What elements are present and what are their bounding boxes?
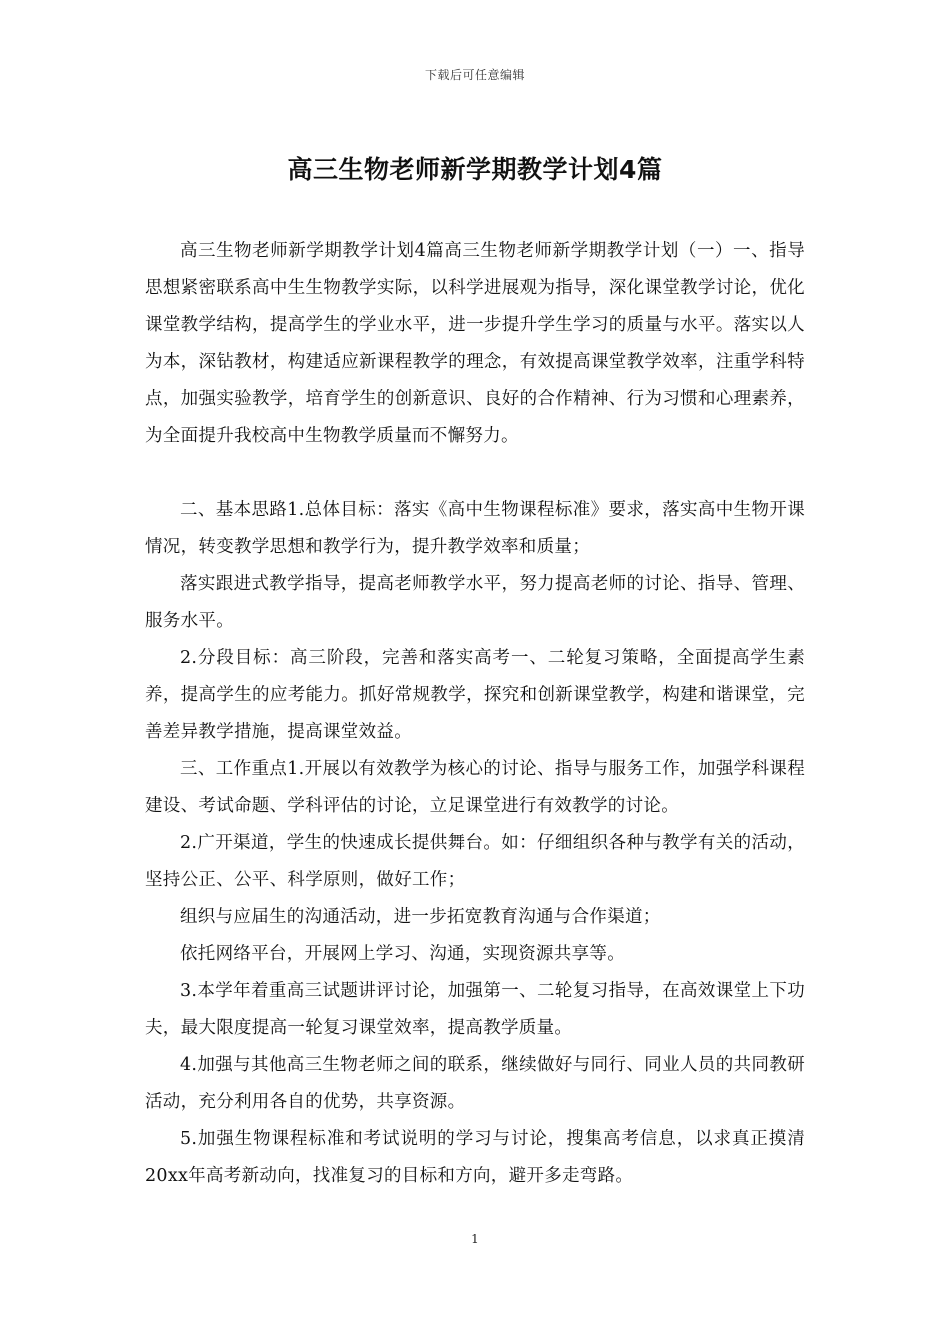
paragraph-online-platform: 依托网络平台，开展网上学习、沟通，实现资源共享等。 [180,944,625,964]
paragraph-basic-approach: 二、基本思路1.总体目标：落实《高中生物课程标准》要求，落实高中生物开课情况，转变教学思想和教学行为，提升教学效率和质量； [145,500,805,557]
paragraph-broaden-channels: 2.广开渠道，学生的快速成长提供舞台。如：仔细组织各种与教学有关的活动，坚持公正、公平、科学原则，做好工作； [145,833,805,890]
paragraph-curriculum-study: 5.加强生物课程标准和考试说明的学习与讨论，搜集高考信息，以求真正摸清20xx年高考新动向，找准复习的目标和方向，避开多走弯路。 [145,1129,805,1186]
paragraph-teacher-cooperation: 4.加强与其他高三生物老师之间的联系，继续做好与同行、同业人员的共同教研活动，充分利用各自的优势，共享资源。 [145,1055,805,1112]
document-body [145,233,805,1195]
paragraph-guiding-ideology: 高三生物老师新学期教学计划4篇高三生物老师新学期教学计划（一）一、指导思想紧密联系高中生生物教学实际，以科学进展观为指导，深化课堂教学讨论，优化课堂教学结构，提高学生的学业水平，进一步提升学生学习的质量与水平。落实以人为本，深钻教材，构建适应新课程教学的理念，有效提高课堂教学效率，注重学科特点，加强实验教学，培育学生的创新意识、良好的合作精神、行为习惯和心理素养，为全面提升我校高中生物教学质量而不懈努力。 [145,241,805,446]
paragraph-follow-up-guidance: 落实跟进式教学指导，提高老师教学水平，努力提高老师的讨论、指导、管理、服务水平。 [145,574,805,631]
paragraph-phase-goals: 2.分段目标：高三阶段，完善和落实高考一、二轮复习策略，全面提高学生素养，提高学生的应考能力。抓好常规教学，探究和创新课堂教学，构建和谐课堂，完善差异教学措施，提高课堂效益。 [145,648,805,742]
document-title: 高三生物老师新学期教学计划4篇 [287,155,663,184]
paragraph-graduate-exchange: 组织与应届生的沟通活动，进一步拓宽教育沟通与合作渠道； [180,907,661,927]
paragraph-work-focus: 三、工作重点1.开展以有效教学为核心的讨论、指导与服务工作，加强学科课程建设、考试命题、学科评估的讨论，立足课堂进行有效教学的讨论。 [145,759,805,816]
header-note: 下载后可任意编辑 [424,68,525,82]
page-number: 1 [471,1232,479,1246]
paragraph-review-focus: 3.本学年着重高三试题讲评讨论，加强第一、二轮复习指导，在高效课堂上下功夫，最大限度提高一轮复习课堂效率，提高教学质量。 [145,981,805,1038]
